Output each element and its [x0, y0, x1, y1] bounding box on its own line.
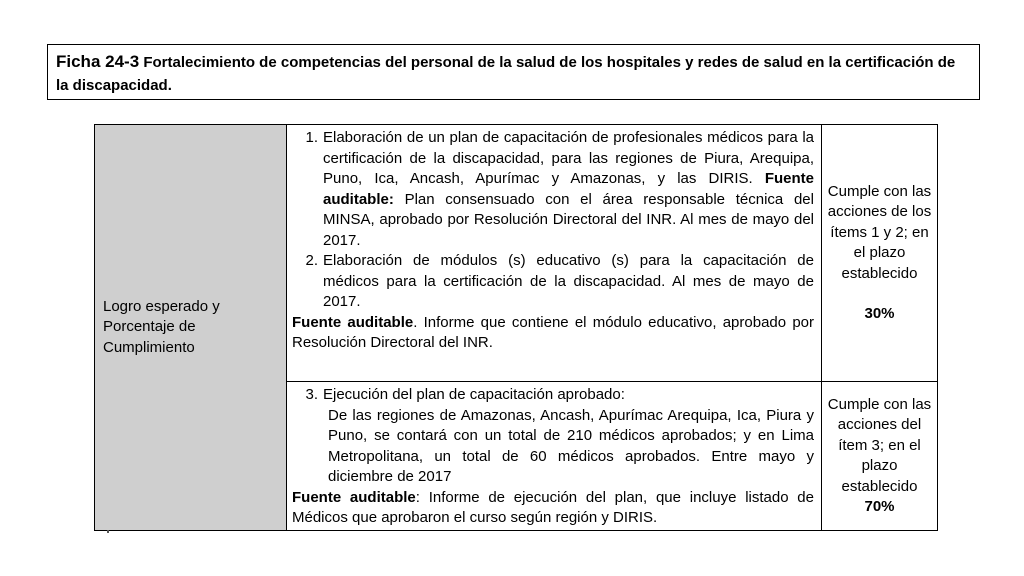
label-cell: [95, 125, 287, 531]
item-text: Ejecución del plan de capacitación aprobado:: [323, 386, 625, 403]
page-title: [47, 44, 980, 100]
item-number: 3.: [305, 386, 318, 403]
list-item-1: [292, 128, 814, 251]
percent-value: 30%: [864, 305, 895, 322]
item-number: 1.: [305, 129, 318, 146]
content-cell-1: [287, 125, 822, 382]
source-text: : Informe de ejecución del plan, que incluye listado de Médicos que aprobaron el curso según región y DIRIS.: [292, 488, 814, 526]
item-number: 2.: [305, 252, 318, 269]
content-cell-2: [287, 382, 822, 531]
status-cell-1: [822, 125, 938, 382]
source-text: . Informe que contiene el módulo educativo, aprobado por Resolución Directoral del INR.: [292, 313, 815, 351]
title-code: Ficha 24-3: [56, 52, 140, 71]
status-cell-2: [822, 382, 938, 531]
table-edge-mark: [107, 530, 109, 533]
list-item-2: [292, 251, 814, 313]
source-label: Fuente auditable: [292, 488, 416, 506]
status-text: Cumple con las acciones de los ítems 1 y 2; en el plazo establecido: [827, 182, 932, 282]
source-text: Plan consensuado con el área responsable técnica del MINSA, aprobado por Resolución Directoral del INR. Al mes de mayo del 2017.: [323, 190, 814, 249]
item-detail: De las regiones de Amazonas, Ancash, Apurímac Arequipa, Ica, Piura y Puno, se contará con un total de 210 médicos aprobados; y en Lima Metropolitana, un total de 60 médicos aprobados. Entre mayo y diciembre de 2017: [328, 406, 814, 485]
item-text: Elaboración de un plan de capacitación de profesionales médicos para la certificación de la discapacidad, para las regiones de Piura, Arequipa, Puno, Ica, Ancash, Apurímac y Amazonas, y las DIRIS.: [323, 129, 814, 187]
source-label: Fuente auditable: [292, 313, 414, 331]
achievement-table: [94, 124, 938, 531]
source-line: [292, 313, 814, 354]
table-row: [95, 125, 938, 382]
list-item-3: [292, 385, 814, 406]
item-text: Elaboración de módulos (s) educativo (s) para la capacitación de médicos para la certificación de la discapacidad. Al mes de mayo de 2017.: [323, 252, 814, 310]
source-label: Fuente auditable:: [323, 170, 814, 208]
status-text: Cumple con las acciones del ítem 3; en el plazo establecido: [827, 395, 932, 495]
label-text: Logro esperado y Porcentaje de Cumplimiento: [103, 297, 220, 356]
title-text: Fortalecimiento de competencias del personal de la salud de los hospitales y redes de salud en la certificación de la discapacidad.: [56, 54, 956, 94]
percent-value: 70%: [864, 498, 895, 515]
source-line: [292, 488, 814, 529]
